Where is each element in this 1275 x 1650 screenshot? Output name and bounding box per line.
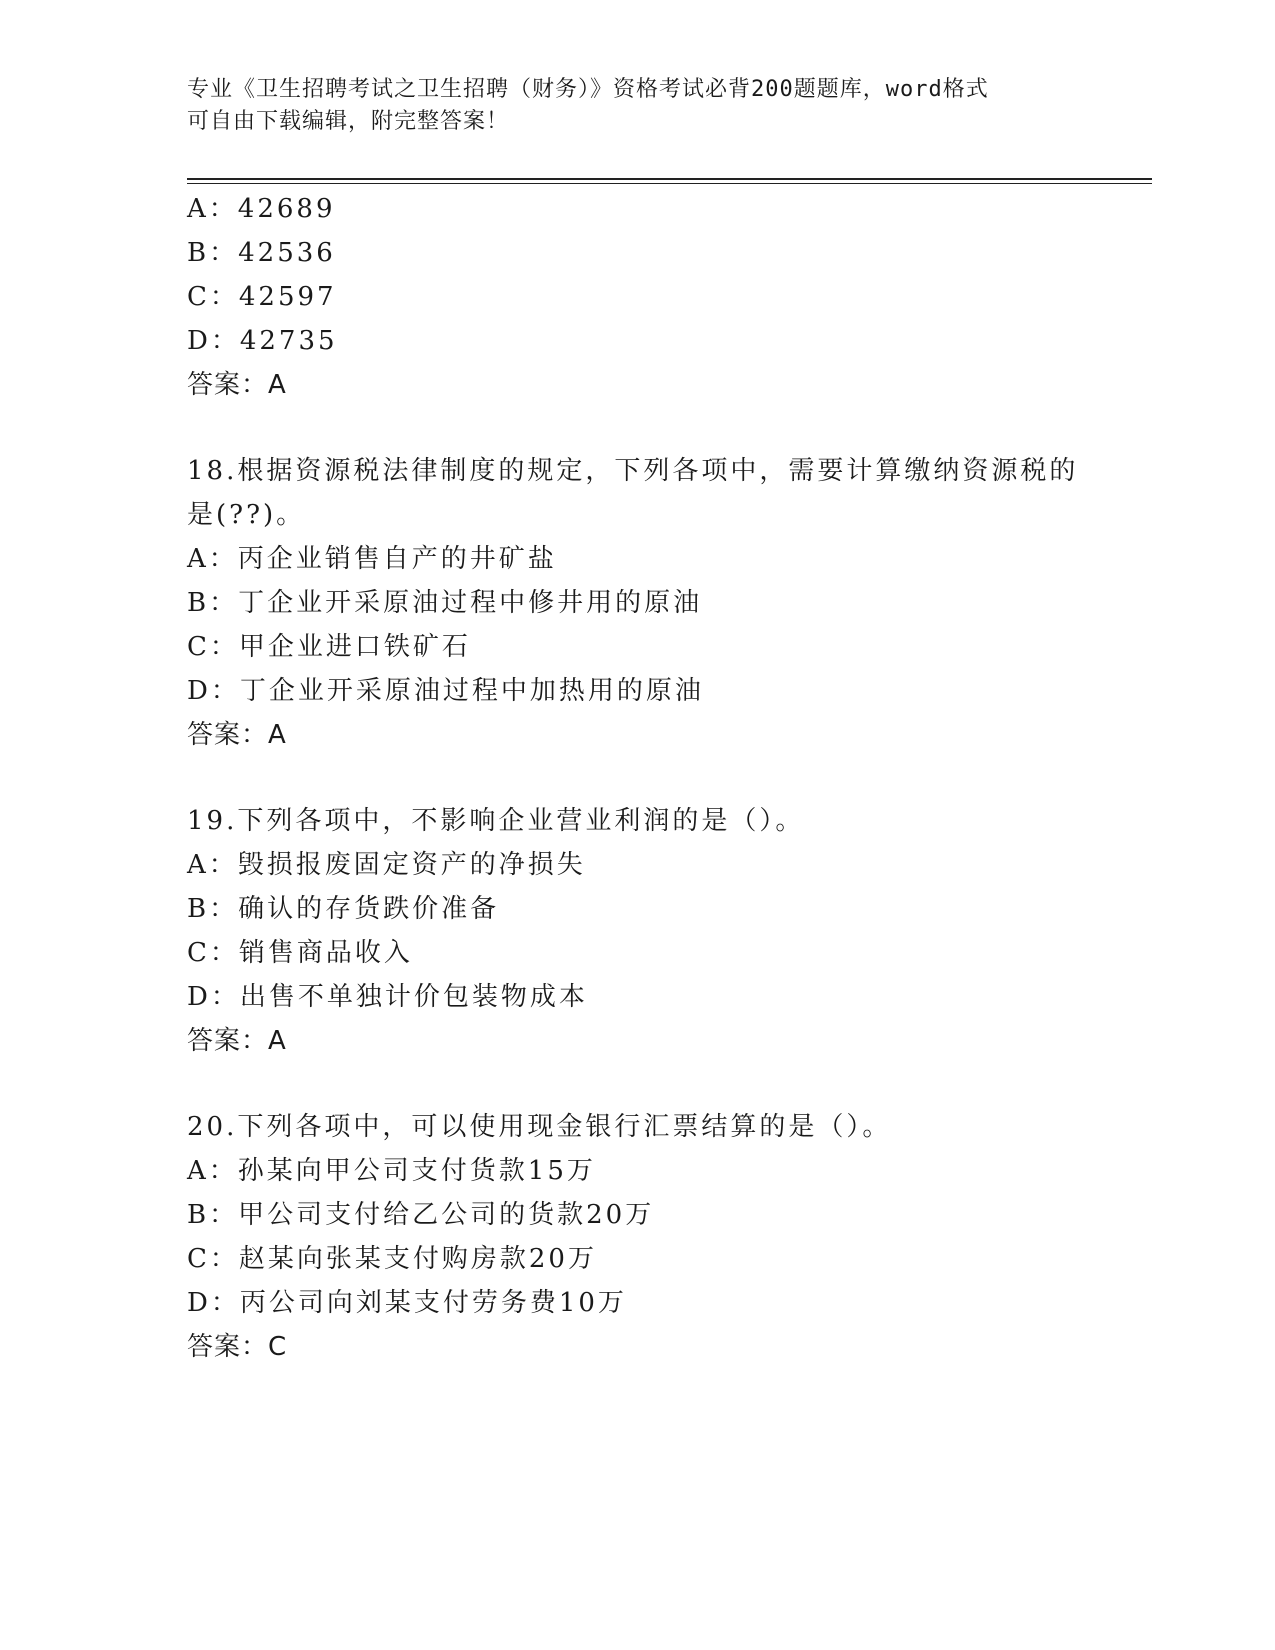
q18-question-line-1: 18.根据资源税法律制度的规定，下列各项中，需要计算缴纳资源税的 (187, 456, 1079, 486)
q18-question-line-2: 是(??)。 (187, 500, 306, 530)
header-divider (187, 178, 1152, 180)
q19-answer: 答案：A (187, 1026, 287, 1056)
q19-option-b: B：确认的存货跌价准备 (187, 894, 500, 924)
q17-option-c: C：42597 (187, 282, 337, 312)
q17-option-a: A：42689 (187, 194, 336, 224)
q17-option-b: B：42536 (187, 238, 336, 268)
document-header (187, 74, 1067, 138)
q18-option-b: B：丁企业开采原油过程中修井用的原油 (187, 588, 703, 618)
q19-option-d: D：出售不单独计价包装物成本 (187, 982, 588, 1012)
q20-option-a: A：孙某向甲公司支付货款15万 (187, 1156, 596, 1186)
q18-option-a: A：丙企业销售自产的井矿盐 (187, 544, 557, 574)
q20-question: 20.下列各项中，可以使用现金银行汇票结算的是（）。 (187, 1112, 892, 1142)
q18-option-d: D：丁企业开采原油过程中加热用的原油 (187, 676, 704, 706)
header-title-line-1: 专业《卫生招聘考试之卫生招聘（财务）》资格考试必背200题题库，word格式 (187, 77, 989, 102)
q18-option-c: C：甲企业进口铁矿石 (187, 632, 471, 662)
q19-option-c: C：销售商品收入 (187, 938, 413, 968)
header-title-line-2: 可自由下载编辑，附完整答案！ (187, 109, 510, 134)
q20-option-c: C：赵某向张某支付购房款20万 (187, 1244, 597, 1274)
q20-option-d: D：丙公司向刘某支付劳务费10万 (187, 1288, 627, 1318)
header-divider-thin (187, 183, 1152, 184)
q20-option-b: B：甲公司支付给乙公司的货款20万 (187, 1200, 655, 1230)
q17-answer: 答案：A (187, 370, 287, 400)
q18-answer: 答案：A (187, 720, 287, 750)
q20-answer: 答案：C (187, 1332, 288, 1362)
q17-option-d: D：42735 (187, 326, 338, 356)
q19-option-a: A：毁损报废固定资产的净损失 (187, 850, 586, 880)
q19-question: 19.下列各项中，不影响企业营业利润的是（）。 (187, 806, 805, 836)
